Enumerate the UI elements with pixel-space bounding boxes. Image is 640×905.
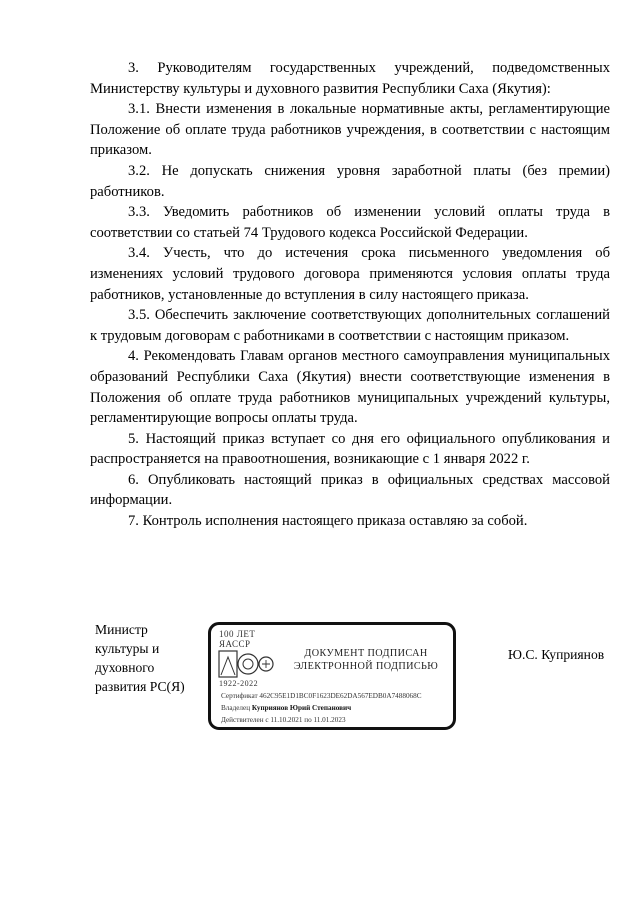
position-line: духовного — [95, 660, 155, 675]
owner-line — [221, 704, 351, 713]
stamp-heading-line: ЭЛЕКТРОННОЙ ПОДПИСЬЮ — [293, 661, 439, 672]
logo-line: ЯАССР — [219, 639, 251, 649]
certificate-line — [221, 692, 422, 701]
validity-to-label: по — [304, 716, 312, 724]
stamp-heading — [281, 647, 451, 673]
signature-block — [0, 614, 640, 734]
paragraph-3-1: 3.1. Внести изменения в локальные нормативные акты, регламентирующие Положение об оплате труда работников учреждения, в соответствии с настоящим приказом. — [90, 101, 610, 159]
validity-line — [221, 716, 346, 725]
paragraph-6: 6. Опубликовать настоящий приказ в официальных средствах массовой информации. — [90, 471, 610, 509]
electronic-signature-stamp — [208, 622, 456, 730]
stamp-heading-line: ДОКУМЕНТ ПОДПИСАН — [304, 648, 428, 659]
paragraph-3-4: 3.4. Учесть, что до истечения срока письменного уведомления об изменениях условий трудового договора применяются условия оплаты труда работников, установленные до вступления в силу настоящего приказа. — [90, 245, 610, 303]
paragraph-7: 7. Контроль исполнения настоящего приказа оставляю за собой. — [128, 513, 528, 530]
document-body — [90, 58, 610, 532]
owner-value: Куприянов Юрий Степанович — [251, 704, 352, 712]
logo-years: 1922-2022 — [219, 679, 259, 688]
certificate-label: Сертификат — [221, 692, 258, 700]
owner-label: Владелец — [221, 704, 251, 712]
position-line: Министр — [95, 622, 148, 637]
position-line: развития РС(Я) — [95, 679, 185, 694]
paragraph-3-2: 3.2. Не допускать снижения уровня заработной платы (без премии) работников. — [90, 162, 610, 200]
paragraph-4: 4. Рекомендовать Главам органов местного самоуправления муниципальных образований Республики Саха (Якутия) внести соответствующие изменения в Положения об оплате труда работников муниципальных учреждений культуры, регламентирующие вопросы оплаты труда. — [90, 348, 610, 427]
paragraph-3-5: 3.5. Обеспечить заключение соответствующих дополнительных соглашений к трудовым договорам с работниками в соответствии с настоящим приказом. — [90, 307, 610, 344]
paragraph-3-3: 3.3. Уведомить работников об изменении условий оплаты труда в соответствии со статьей 74 Трудового кодекса Российской Федерации. — [90, 204, 610, 241]
logo-line: 100 ЛЕТ — [219, 629, 256, 639]
paragraph-5: 5. Настоящий приказ вступает со дня его официального опубликования и распространяется на правоотношения, возникающие с 1 января 2022 г. — [90, 430, 610, 468]
position-line: культуры и — [95, 641, 160, 656]
emblem-icon — [217, 649, 275, 679]
valid-to: 11.01.2023 — [313, 716, 346, 724]
valid-from: 11.10.2021 — [270, 716, 303, 724]
signatory-position — [95, 620, 205, 696]
paragraph-3: 3. Руководителям государственных учреждений, подведомственных Министерству культуры и духовного развития Республики Саха (Якутия): — [90, 60, 610, 97]
validity-label: Действителен с — [221, 716, 269, 724]
signatory-name: Ю.С. Куприянов — [508, 647, 605, 662]
anniversary-logo — [217, 629, 275, 689]
certificate-value: 462C95E1D1BC0F1623DE62DA567EDB0A7488068C — [259, 692, 422, 700]
